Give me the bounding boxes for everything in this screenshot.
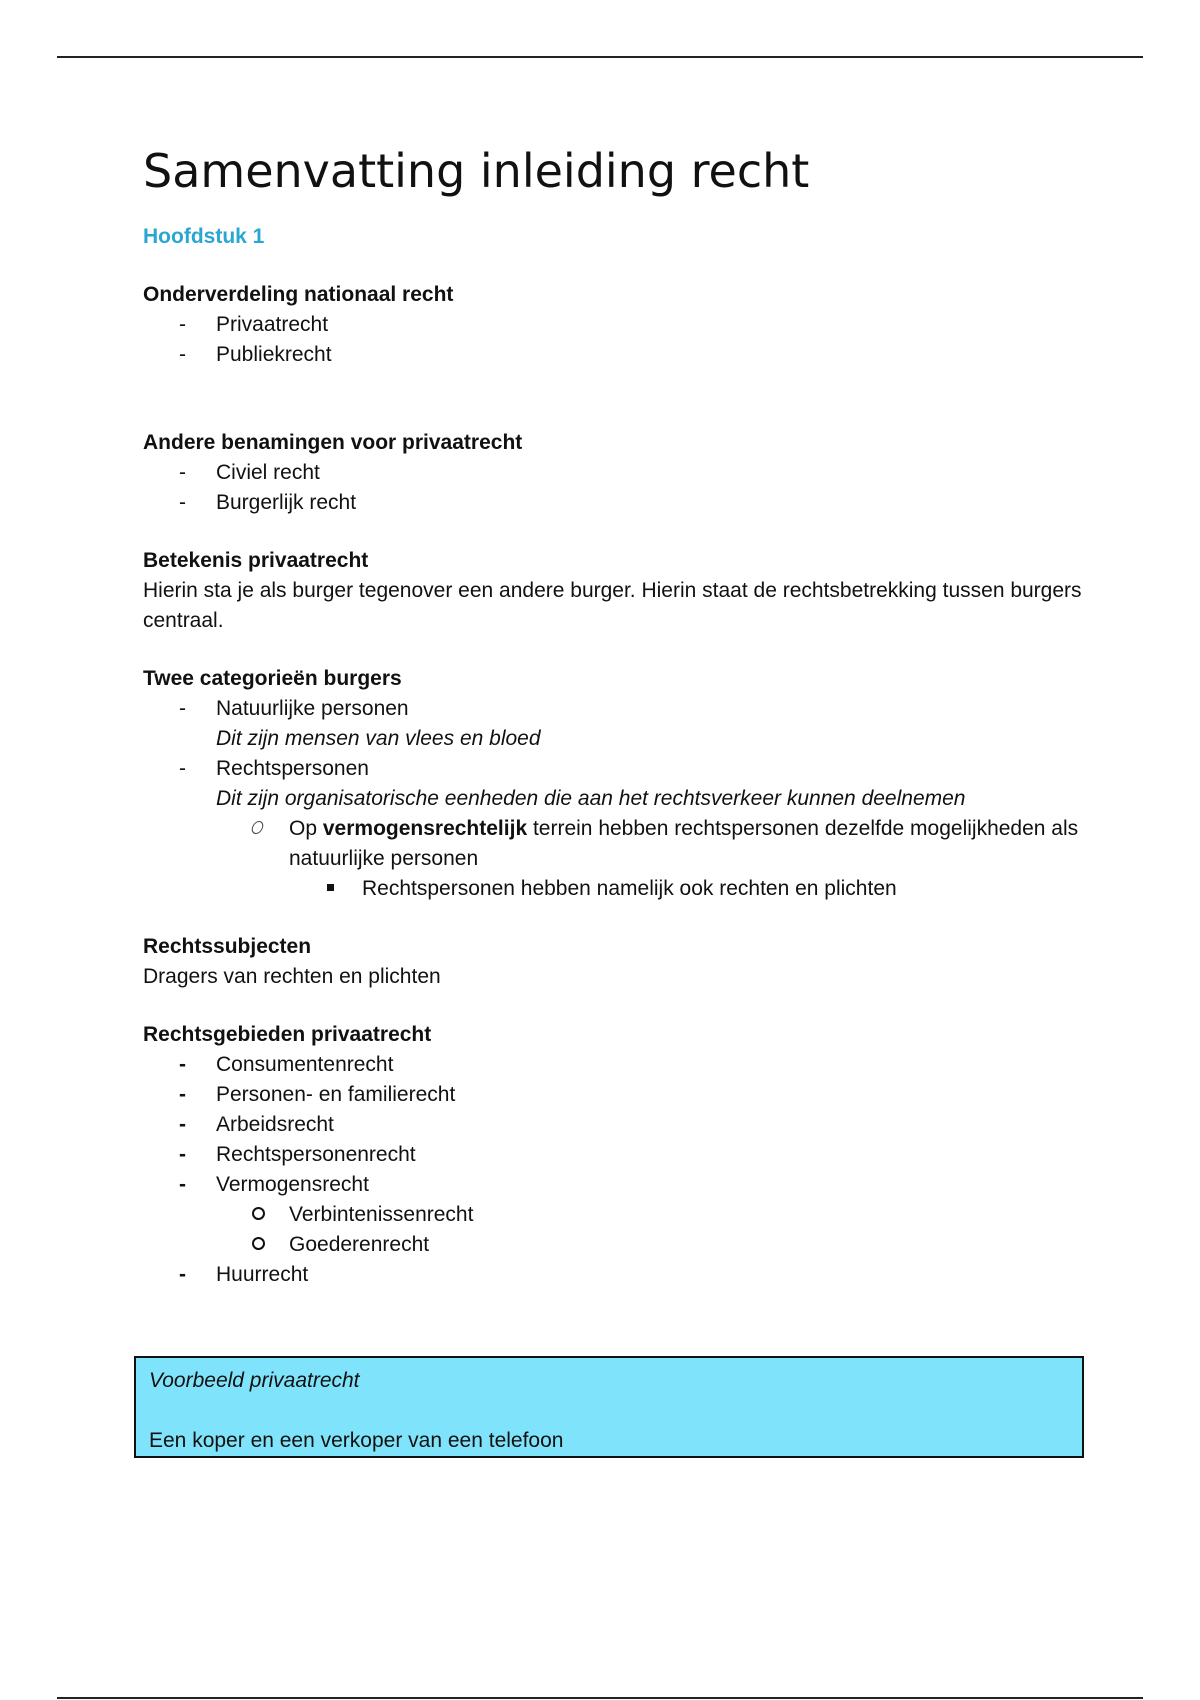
dash-bullet: - [179, 313, 186, 336]
document-title: Samenvatting inleiding recht [143, 144, 810, 198]
list-item-description: Dit zijn mensen van vlees en bloed [216, 727, 541, 750]
list-onderverdeling [143, 310, 1083, 370]
list-item-text: Publiekrecht [216, 343, 332, 366]
section-heading-benamingen: Andere benamingen voor privaatrecht [143, 431, 523, 454]
dash-bullet: - [179, 1263, 186, 1286]
sublist-vermogensrecht [143, 1200, 1083, 1260]
list-item-text: Arbeidsrecht [216, 1113, 334, 1136]
list-item [143, 1260, 1083, 1290]
chapter-heading: Hoofdstuk 1 [143, 225, 265, 248]
sublist-text-bold: vermogensrechtelijk [322, 817, 528, 840]
list-item [143, 1110, 1083, 1140]
dash-bullet: - [179, 1083, 186, 1106]
list-rechtsgebieden [143, 1050, 1083, 1290]
paragraph-rechtssubjecten: Dragers van rechten en plichten [143, 965, 441, 988]
header-rule [57, 56, 1143, 58]
list-item-text: Natuurlijke personen [216, 697, 409, 720]
sublist-text: Verbintenissenrecht [289, 1203, 474, 1226]
list-item-text: Burgerlijk recht [216, 491, 357, 514]
dash-bullet: - [179, 1143, 186, 1166]
list-item-text: Privaatrecht [216, 313, 329, 336]
section-heading-rechtssubjecten: Rechtssubjecten [143, 935, 312, 958]
sublist-text-post: terrein hebben rechtspersonen dezelfde mogelijkheden als natuurlijke personen [289, 817, 1079, 870]
list-item [143, 1080, 1083, 1110]
section-heading-rechtsgebieden: Rechtsgebieden privaatrecht [143, 1023, 432, 1046]
paragraph-betekenis: Hierin sta je als burger tegenover een andere burger. Hierin staat de rechtsbetrekking tussen burgers centraal. [143, 579, 1082, 632]
list-item [143, 1140, 1083, 1170]
callout-text: Een koper en een verkoper van een telefoon [149, 1429, 564, 1452]
dash-bullet: - [179, 1053, 186, 1076]
list-item-text: Personen- en familierecht [216, 1083, 456, 1106]
dash-bullet: - [179, 343, 186, 366]
dash-bullet: - [179, 491, 186, 514]
list-item [143, 754, 1083, 904]
subsublist-text: Rechtspersonen hebben namelijk ook rechten en plichten [362, 877, 897, 900]
list-item [143, 488, 1083, 518]
dash-bullet: - [179, 1173, 186, 1196]
sublist-item [143, 1230, 1083, 1260]
dash-bullet: - [179, 697, 186, 720]
subsublist [143, 874, 1083, 904]
list-item [143, 340, 1083, 370]
list-item [143, 310, 1083, 340]
hollow-circle-bullet-icon [252, 1230, 272, 1260]
hollow-circle-bullet-icon [252, 814, 272, 844]
sublist-text-pre: Op [289, 817, 323, 840]
list-item-text: Vermogensrecht [216, 1173, 369, 1196]
list-benamingen [143, 458, 1083, 518]
list-item-text: Huurrecht [216, 1263, 309, 1286]
list-item [143, 1170, 1083, 1260]
list-item [143, 458, 1083, 488]
dash-bullet: - [179, 461, 186, 484]
sublist-item [143, 1200, 1083, 1230]
list-categorieen [143, 694, 1083, 904]
sublist-item [143, 814, 1083, 904]
example-callout-box [134, 1356, 1084, 1458]
list-item [143, 694, 1083, 754]
section-heading-onderverdeling: Onderverdeling nationaal recht [143, 283, 454, 306]
sublist-text: Goederenrecht [289, 1233, 430, 1256]
square-bullet-icon [327, 874, 347, 904]
callout-title: Voorbeeld privaatrecht [149, 1369, 360, 1392]
list-item-text: Consumentenrecht [216, 1053, 394, 1076]
subsublist-item [143, 874, 1083, 904]
section-heading-categorieen: Twee categorieën burgers [143, 667, 402, 690]
section-heading-betekenis: Betekenis privaatrecht [143, 549, 369, 572]
list-item-text: Civiel recht [216, 461, 320, 484]
footer-rule [57, 1697, 1143, 1699]
dash-bullet: - [179, 757, 186, 780]
list-item-description: Dit zijn organisatorische eenheden die aan het rechtsverkeer kunnen deelnemen [216, 787, 966, 810]
list-item-text: Rechtspersonen [216, 757, 369, 780]
dash-bullet: - [179, 1113, 186, 1136]
sublist-rechtspersonen [143, 814, 1083, 904]
list-item-text: Rechtspersonenrecht [216, 1143, 416, 1166]
hollow-circle-bullet-icon [252, 1200, 272, 1230]
document-body [143, 138, 1083, 1290]
list-item [143, 1050, 1083, 1080]
